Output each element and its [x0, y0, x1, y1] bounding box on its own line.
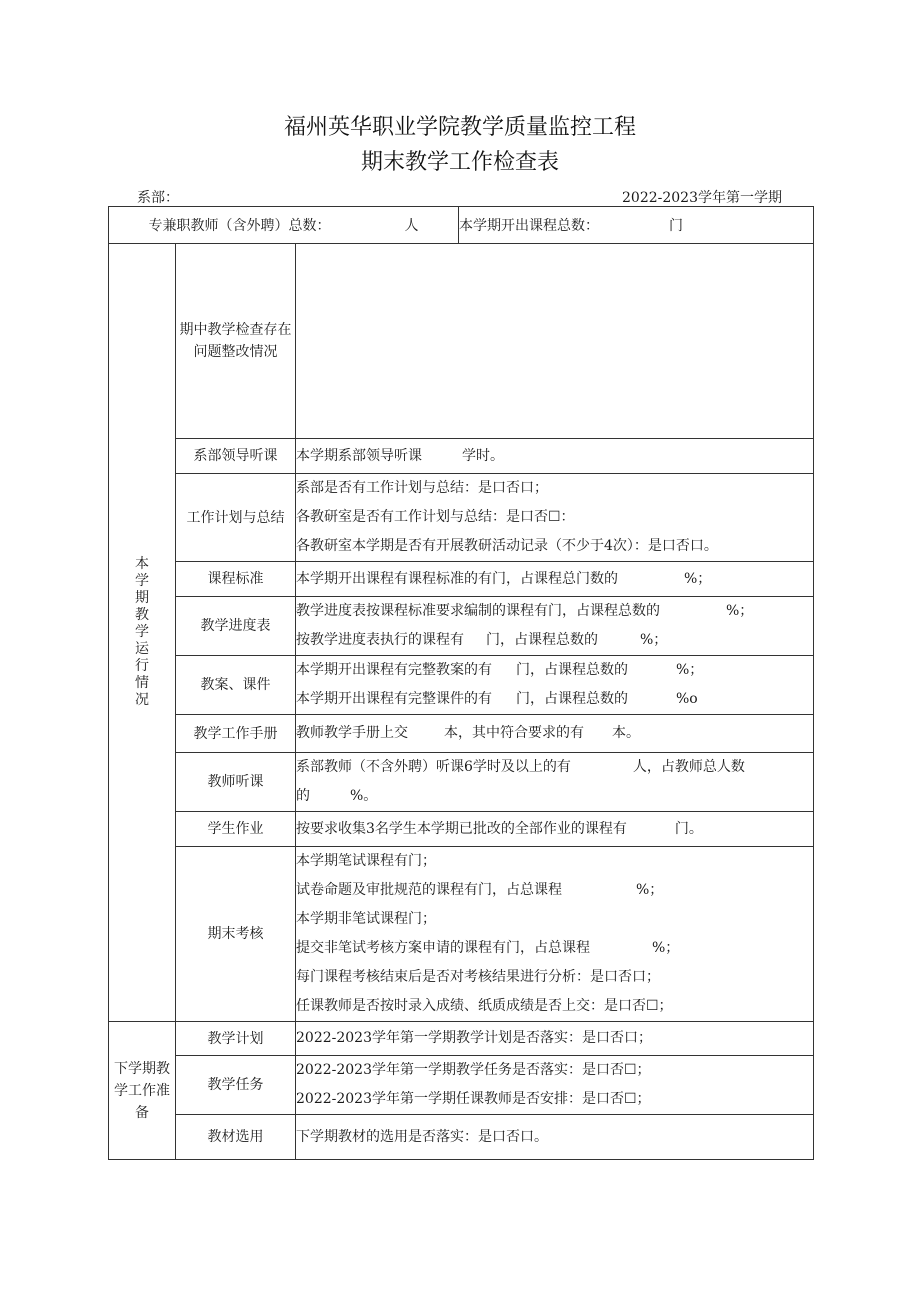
next-plan-line1: 2022-2023学年第一学期教学计划是否落实：是口否口；	[296, 1030, 652, 1046]
exam-line6: 任课教师是否按时录入成绩、纸质成绩是否上交：是口否☐；	[296, 998, 673, 1014]
plan-line2: 各教研室是否有工作计划与总结：是口否☐：	[296, 509, 575, 525]
schedule-content-cell[interactable]	[296, 597, 814, 656]
exam-line5: 每门课程考核结束后是否对考核结果进行分析：是口否口；	[296, 969, 660, 985]
exam-label: 期末考核	[176, 847, 296, 1022]
row-midterm	[109, 244, 814, 439]
plan-label: 工作计划与总结	[176, 474, 296, 562]
next-task-content-cell[interactable]	[296, 1056, 814, 1115]
observe-line1-b: 人，占教师总人数	[632, 759, 745, 775]
row-next-plan	[109, 1022, 814, 1056]
next-plan-content-cell[interactable]	[296, 1022, 814, 1056]
section1-label-cell	[109, 244, 176, 1022]
handbook-text-c: 本。	[612, 725, 640, 741]
row-standard	[109, 562, 814, 597]
row-schedule	[109, 597, 814, 656]
leader-text-b: 学时。	[462, 447, 504, 464]
lesson-line1-a: 本学期开出课程有完整教案的有	[296, 662, 492, 678]
exam-line4-b: %；	[652, 940, 680, 956]
homework-content-cell[interactable]	[296, 812, 814, 847]
next-textbook-label: 教材选用	[176, 1115, 296, 1160]
midterm-content-cell[interactable]	[296, 244, 814, 439]
midterm-label: 期中教学检查存在问题整改情况	[176, 244, 296, 439]
observe-line1-a: 系部教师（不含外聘）听课6学时及以上的有	[296, 759, 571, 775]
lesson-content-cell[interactable]	[296, 656, 814, 715]
row-handbook	[109, 715, 814, 753]
exam-line1: 本学期笔试课程有门；	[296, 853, 436, 869]
standard-text-b: %；	[684, 570, 712, 587]
schedule-line2-a: 按教学进度表执行的课程有	[296, 632, 464, 648]
handbook-text-a: 教师教学手册上交	[296, 725, 408, 741]
lesson-line1-b: 门，占课程总数的	[516, 662, 628, 678]
row-next-task	[109, 1056, 814, 1115]
standard-label: 课程标准	[176, 562, 296, 597]
leader-label: 系部领导听课	[176, 439, 296, 474]
schedule-line2-c: %；	[640, 632, 668, 648]
row-plan	[109, 474, 814, 562]
courses-total-cell[interactable]	[459, 207, 814, 244]
next-plan-label: 教学计划	[176, 1022, 296, 1056]
courses-unit: 门	[669, 218, 684, 234]
handbook-label: 教学工作手册	[176, 715, 296, 753]
leader-text-a: 本学期系部领导听课	[296, 447, 422, 464]
teachers-total-cell[interactable]	[109, 207, 459, 244]
lesson-line2-c: %o	[676, 691, 698, 707]
row-exam	[109, 847, 814, 1022]
row-homework	[109, 812, 814, 847]
section2-label: 下学期教学工作准备	[114, 1060, 170, 1121]
courses-total-label: 本学期开出课程总数：	[459, 218, 600, 234]
term-label: 2022-2023学年第一学期	[622, 190, 782, 206]
observe-content-cell[interactable]	[296, 753, 814, 812]
observe-line2-a: 的	[296, 788, 310, 804]
schedule-line1-a: 教学进度表按课程标准要求编制的课程有门，占课程总数的	[296, 603, 660, 619]
lesson-line1-c: %；	[676, 662, 704, 678]
schedule-line1-b: %；	[726, 603, 754, 619]
next-task-line2: 2022-2023学年第一学期任课教师是否安排：是口否☐；	[296, 1091, 651, 1107]
section2-label-cell	[109, 1022, 176, 1160]
observe-line2-b: %。	[350, 788, 378, 804]
lesson-line2-a: 本学期开出课程有完整课件的有	[296, 691, 492, 707]
row-leader	[109, 439, 814, 474]
next-task-line1: 2022-2023学年第一学期教学任务是否落实：是口否☐；	[296, 1062, 651, 1078]
department-label: 系部：	[137, 190, 179, 206]
next-textbook-line1: 下学期教材的选用是否落实：是口否口。	[296, 1128, 548, 1145]
exam-line4-a: 提交非笔试考核方案申请的课程有门，占总课程	[296, 940, 590, 956]
plan-line1: 系部是否有工作计划与总结：是口否口；	[296, 480, 548, 496]
leader-content-cell[interactable]	[296, 439, 814, 474]
teachers-unit: 人	[404, 218, 419, 234]
exam-line2-a: 试卷命题及审批规范的课程有门，占总课程	[296, 882, 562, 898]
standard-text-a: 本学期开出课程有课程标准的有门，占课程总门数的	[296, 570, 618, 587]
exam-line2-b: %；	[636, 882, 664, 898]
section1-label: 本学期教学运行情况	[135, 556, 149, 708]
plan-content-cell[interactable]	[296, 474, 814, 562]
homework-text-b: 门。	[674, 820, 703, 837]
observe-label: 教师听课	[176, 753, 296, 812]
teachers-total-label: 专兼职教师（含外聘）总数：	[148, 218, 331, 234]
summary-row	[109, 207, 814, 244]
homework-text-a: 按要求收集3名学生本学期已批改的全部作业的课程有	[296, 820, 627, 837]
plan-line3: 各教研室本学期是否有开展教研活动记录（不少于4次）：是口否口。	[296, 538, 718, 554]
page-title: 福州英华职业学院教学质量监控工程	[283, 115, 636, 140]
schedule-line2-b: 门，占课程总数的	[486, 632, 598, 648]
schedule-label: 教学进度表	[176, 597, 296, 656]
handbook-text-b: 本，其中符合要求的有	[444, 725, 584, 741]
homework-label: 学生作业	[176, 812, 296, 847]
page-subtitle: 期末教学工作检查表	[360, 150, 559, 175]
handbook-content-cell[interactable]	[296, 715, 814, 753]
row-observe	[109, 753, 814, 812]
next-task-label: 教学任务	[176, 1056, 296, 1115]
row-next-textbook	[109, 1115, 814, 1160]
lesson-label: 教案、课件	[176, 656, 296, 715]
lesson-line2-b: 门，占课程总数的	[516, 691, 628, 707]
next-textbook-content-cell[interactable]	[296, 1115, 814, 1160]
standard-content-cell[interactable]	[296, 562, 814, 597]
exam-content-cell[interactable]	[296, 847, 814, 1022]
inspection-table	[108, 206, 814, 1160]
exam-line3: 本学期非笔试课程门；	[296, 911, 436, 927]
row-lesson	[109, 656, 814, 715]
